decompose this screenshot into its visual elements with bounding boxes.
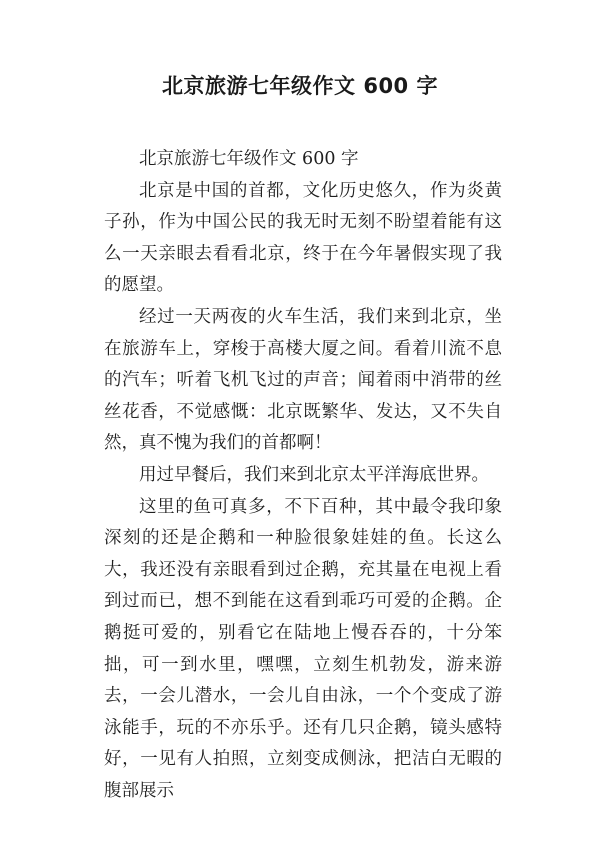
paragraph-subtitle: 北京旅游七年级作文 600 字	[139, 149, 359, 169]
paragraph: 用过早餐后，我们来到北京太平洋海底世界。	[139, 464, 489, 485]
paragraph: 北京是中国的首都，文化历史悠久，作为炎黄子孙，作为中国公民的我无时无刻不盼望着能有这么一天亲眼去看看北京，终于在今年暑假实现了我的愿望。	[104, 180, 502, 296]
paragraph: 经过一天两夜的火车生活，我们来到北京，坐在旅游车上，穿梭于高楼大厦之间。看着川流不息的汽车；听着飞机飞过的声音；闻着雨中消带的丝丝花香，不觉感慨：北京既繁华、发达，又不失自然，真不愧为我们的首都啊！	[104, 306, 502, 454]
document-title: 北京旅游七年级作文 600 字	[162, 74, 438, 98]
paragraph: 这里的鱼可真多，不下百种，其中最令我印象深刻的还是企鹅和一种脸很象娃娃的鱼。长这么大，我还没有亲眼看到过企鹅，充其量在电视上看到过而已，想不到能在这看到乖巧可爱的企鹅。企鹅挺可爱的，别看它在陆地上慢吞吞的，十分笨拙，可一到水里，嘿嘿，立刻生机勃发，游来游去，一会儿潜水，一会儿自由泳，一个个变成了游泳能手，玩的不亦乐乎。还有几只企鹅，镜头感特好，一见有人拍照，立刻变成侧泳，把洁白无暇的腹部展示	[104, 496, 502, 801]
document-body	[104, 144, 502, 807]
